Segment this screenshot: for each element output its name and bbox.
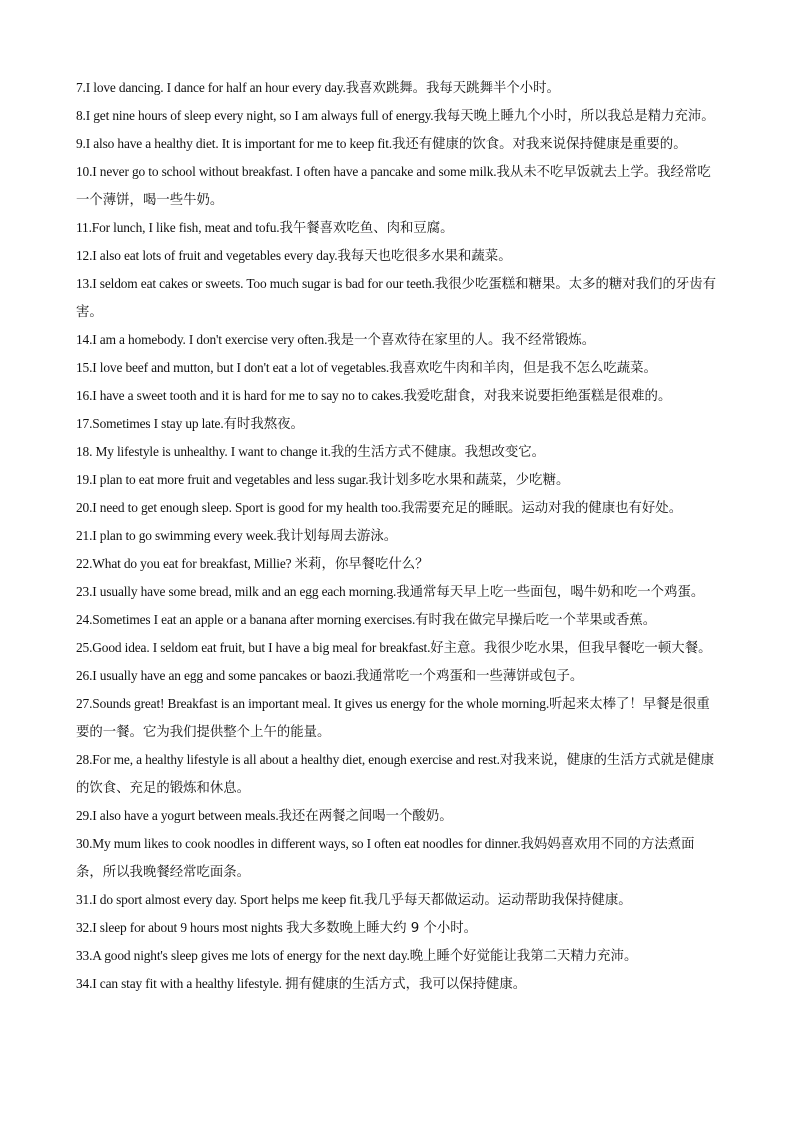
sentence-item — [76, 606, 720, 634]
sentence-item — [76, 970, 720, 998]
sentence-chinese: 我爱吃甜食，对我来说要拒绝蛋糕是很难的。 — [403, 389, 672, 404]
sentence-item — [76, 550, 720, 578]
sentence-english: 12.I also eat lots of fruit and vegetables every day. — [76, 248, 338, 263]
sentence-chinese: 我喜欢吃牛肉和羊肉，但是我不怎么吃蔬菜。 — [389, 361, 657, 376]
sentence-chinese: 我妈妈喜欢用不同的方法煮面条，所以我晚餐经常吃面条。 — [76, 837, 695, 880]
sentence-chinese: 晚上睡个好觉能让我第二天精力充沛。 — [409, 949, 638, 964]
sentence-english: 22.What do you eat for breakfast, Millie? — [76, 556, 295, 571]
document-body — [76, 74, 720, 998]
sentence-chinese: 我午餐喜欢吃鱼、肉和豆腐。 — [279, 221, 454, 236]
sentence-english: 24.Sometimes I eat an apple or a banana after morning exercises. — [76, 612, 416, 627]
sentence-english: 21.I plan to go swimming every week. — [76, 528, 277, 543]
sentence-item — [76, 354, 720, 382]
sentence-english: 27.Sounds great! Breakfast is an important meal. It gives us energy for the whole morning. — [76, 696, 550, 711]
sentence-item — [76, 886, 720, 914]
sentence-item — [76, 382, 720, 410]
sentence-item — [76, 466, 720, 494]
sentence-item — [76, 270, 720, 326]
sentence-item — [76, 522, 720, 550]
sentence-item — [76, 74, 720, 102]
sentence-english: 29.I also have a yogurt between meals. — [76, 808, 279, 823]
sentence-chinese: 有时我熬夜。 — [223, 417, 304, 432]
sentence-english: 17.Sometimes I stay up late. — [76, 416, 224, 431]
sentence-chinese: 有时我在做完早操后吃一个苹果或香蕉。 — [415, 613, 657, 628]
sentence-chinese: 我计划多吃水果和蔬菜，少吃糖。 — [368, 473, 570, 488]
sentence-item — [76, 438, 720, 466]
sentence-english: 18. My lifestyle is unhealthy. I want to change it. — [76, 444, 331, 459]
sentence-item — [76, 326, 720, 354]
sentence-english: 13.I seldom eat cakes or sweets. Too much sugar is bad for our teeth. — [76, 276, 435, 291]
sentence-english: 30.My mum likes to cook noodles in different ways, so I often eat noodles for dinner. — [76, 836, 521, 851]
sentence-english: 15.I love beef and mutton, but I don't eat a lot of vegetables. — [76, 360, 390, 375]
sentence-chinese: 我几乎每天都做运动。运动帮助我保持健康。 — [363, 893, 632, 908]
sentence-chinese: 我通常每天早上吃一些面包，喝牛奶和吃一个鸡蛋。 — [396, 585, 705, 600]
sentence-item — [76, 802, 720, 830]
sentence-item — [76, 242, 720, 270]
sentence-item — [76, 494, 720, 522]
sentence-chinese: 我从未不吃早饭就去上学。我经常吃一个薄饼，喝一些牛奶。 — [76, 165, 711, 208]
sentence-chinese: 我需要充足的睡眠。运动对我的健康也有好处。 — [400, 501, 683, 516]
sentence-chinese: 我还有健康的饮食。对我来说保持健康是重要的。 — [392, 137, 687, 152]
sentence-english: 7.I love dancing. I dance for half an hour every day. — [76, 80, 346, 95]
sentence-item — [76, 914, 720, 942]
sentence-english: 25.Good idea. I seldom eat fruit, but I have a big meal for breakfast. — [76, 640, 431, 655]
sentence-chinese: 米莉，你早餐吃什么？ — [294, 557, 429, 572]
sentence-chinese: 对我来说，健康的生活方式就是健康的饮食、充足的锻炼和休息。 — [76, 753, 715, 796]
sentence-english: 28.For me, a healthy lifestyle is all about a healthy diet, enough exercise and rest. — [76, 752, 500, 767]
sentence-chinese: 我通常吃一个鸡蛋和一些薄饼或包子。 — [355, 669, 584, 684]
sentence-english: 9.I also have a healthy diet. It is important for me to keep fit. — [76, 136, 392, 151]
sentence-chinese: 我每天也吃很多水果和蔬菜。 — [337, 249, 512, 264]
sentence-item — [76, 746, 720, 802]
sentence-english: 10.I never go to school without breakfast. I often have a pancake and some milk. — [76, 164, 497, 179]
sentence-english: 8.I get nine hours of sleep every night, so I am always full of energy. — [76, 108, 434, 123]
sentence-chinese: 听起来太棒了！早餐是很重要的一餐。它为我们提供整个上午的能量。 — [76, 697, 710, 740]
sentence-english: 11.For lunch, I like fish, meat and tofu. — [76, 220, 280, 235]
sentence-chinese: 我大多数晚上睡大约 9 个小时。 — [285, 921, 478, 936]
sentence-chinese: 我的生活方式不健康。我想改变它。 — [330, 445, 546, 460]
sentence-english: 33.A good night's sleep gives me lots of energy for the next day. — [76, 948, 410, 963]
sentence-item — [76, 690, 720, 746]
sentence-english: 19.I plan to eat more fruit and vegetables and less sugar. — [76, 472, 369, 487]
sentence-chinese: 我喜欢跳舞。我每天跳舞半个小时。 — [345, 81, 560, 96]
sentence-item — [76, 578, 720, 606]
sentence-chinese: 我是一个喜欢待在家里的人。我不经常锻炼。 — [327, 333, 596, 348]
sentence-item — [76, 130, 720, 158]
sentence-english: 14.I am a homebody. I don't exercise very often. — [76, 332, 328, 347]
sentence-english: 26.I usually have an egg and some pancakes or baozi. — [76, 668, 356, 683]
sentence-english: 16.I have a sweet tooth and it is hard for me to say no to cakes. — [76, 388, 404, 403]
sentence-item — [76, 634, 720, 662]
sentence-item — [76, 214, 720, 242]
sentence-english: 34.I can stay fit with a healthy lifestyle. — [76, 976, 286, 991]
sentence-item — [76, 410, 720, 438]
sentence-item — [76, 830, 720, 886]
sentence-english: 32.I sleep for about 9 hours most nights — [76, 920, 286, 935]
sentence-chinese: 我计划每周去游泳。 — [276, 529, 398, 544]
sentence-chinese: 我很少吃蛋糕和糖果。太多的糖对我们的牙齿有害。 — [76, 277, 717, 320]
sentence-item — [76, 158, 720, 214]
sentence-chinese: 好主意。我很少吃水果，但我早餐吃一顿大餐。 — [430, 641, 712, 656]
sentence-chinese: 我每天晚上睡九个小时，所以我总是精力充沛。 — [433, 109, 715, 124]
sentence-english: 31.I do sport almost every day. Sport helps me keep fit. — [76, 892, 364, 907]
sentence-item — [76, 102, 720, 130]
sentence-english: 23.I usually have some bread, milk and an egg each morning. — [76, 584, 397, 599]
sentence-chinese: 拥有健康的生活方式，我可以保持健康。 — [285, 977, 527, 992]
sentence-english: 20.I need to get enough sleep. Sport is good for my health too. — [76, 500, 401, 515]
sentence-chinese: 我还在两餐之间喝一个酸奶。 — [278, 809, 453, 824]
sentence-item — [76, 942, 720, 970]
sentence-item — [76, 662, 720, 690]
